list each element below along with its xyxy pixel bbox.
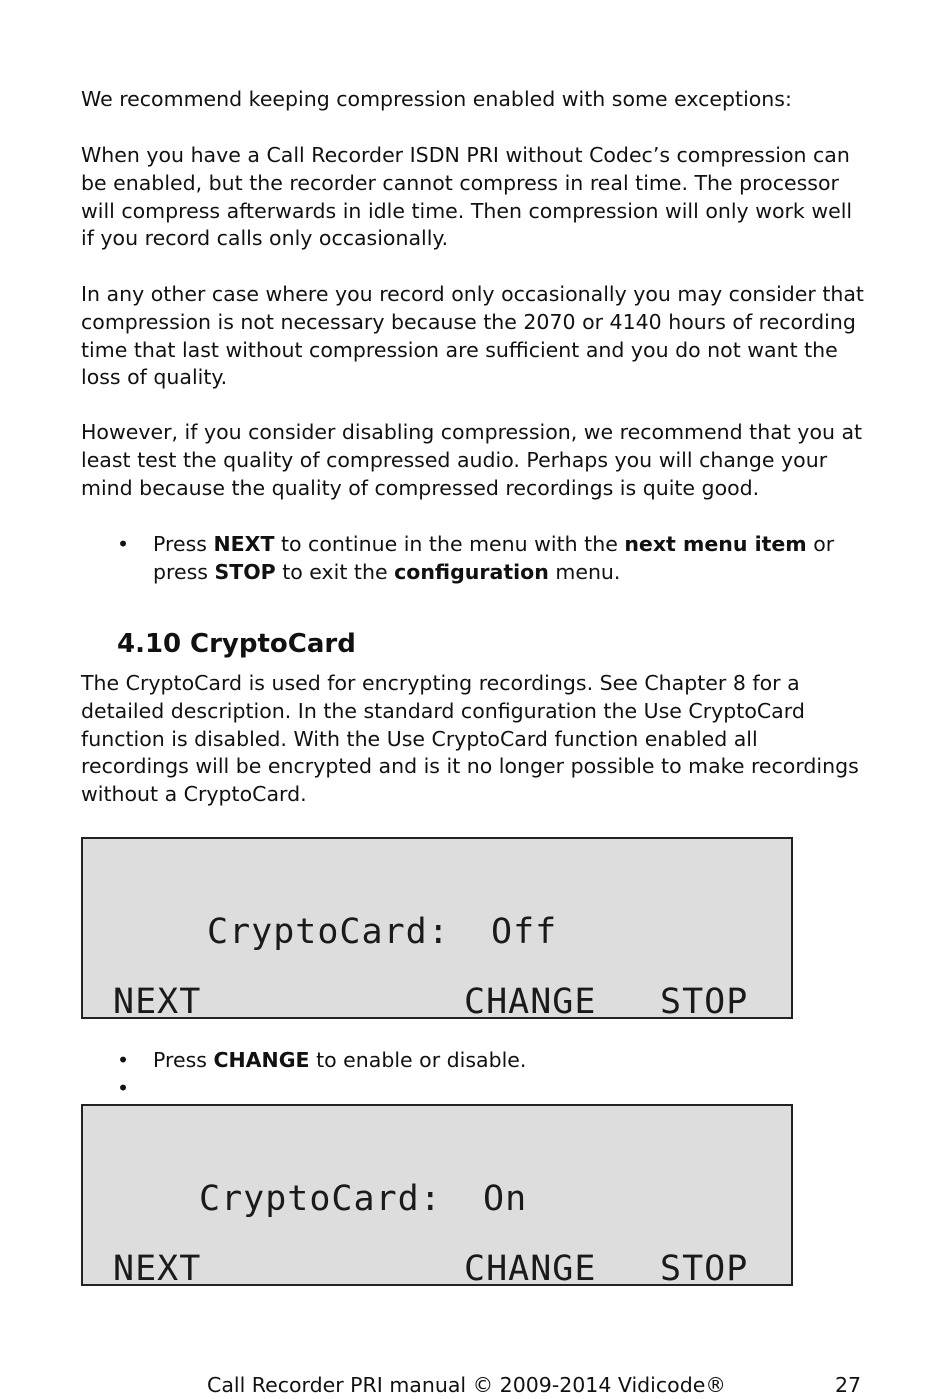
text-run: to exit the	[275, 559, 395, 584]
occasional-paragraph: In any other case where you record only occasionally you may consider that compression is not necessary because the 2070 or 4140 hours of recording time that last without compression are sufficient and you do not want the loss of quality.	[81, 282, 864, 390]
text-run: Press	[153, 532, 214, 556]
list-item	[81, 1047, 871, 1075]
lcd-change-softkey: CHANGE	[464, 982, 597, 1022]
stop-keyword: STOP	[214, 559, 276, 584]
lcd-label: CryptoCard:	[199, 1179, 442, 1219]
lcd-stop-softkey: STOP	[660, 1249, 749, 1289]
text-run: or press	[153, 532, 835, 584]
text-run: Press	[153, 1048, 214, 1072]
next-menu-item-keyword: next menu item	[624, 532, 807, 556]
intro-paragraph: We recommend keeping compression enabled with some exceptions:	[81, 87, 792, 111]
lcd-stop-softkey: STOP	[660, 982, 749, 1022]
footer-copyright: Call Recorder PRI manual © 2009-2014 Vidicode®	[207, 1373, 726, 1397]
lcd-display-off	[81, 837, 793, 1022]
isdn-paragraph: When you have a Call Recorder ISDN PRI without Codec’s compression can be enabled, but the recorder cannot compress in real time. The processor will compress afterwards in idle time. Then compression will only work well if you record calls only occasionally.	[81, 143, 853, 251]
section-title: CryptoCard	[190, 629, 356, 659]
list-item	[81, 531, 871, 587]
next-keyword: NEXT	[213, 532, 275, 556]
lcd-label: CryptoCard:	[207, 912, 450, 952]
change-instruction-list	[81, 1047, 871, 1103]
lcd-change-softkey: CHANGE	[464, 1249, 597, 1289]
lcd-display-on	[81, 1104, 793, 1289]
lcd-value: Off	[491, 912, 558, 952]
text-run: menu.	[548, 559, 621, 584]
lcd-value: On	[483, 1179, 528, 1219]
change-keyword: CHANGE	[213, 1048, 310, 1072]
instruction-list	[81, 531, 871, 587]
configuration-keyword: configuration	[394, 559, 549, 584]
empty-list-item	[81, 1075, 871, 1103]
lcd-next-softkey: NEXT	[113, 982, 202, 1022]
section-heading	[117, 627, 356, 661]
text-run: to continue in the menu with the	[274, 532, 625, 556]
cryptocard-paragraph: The CryptoCard is used for encrypting recordings. See Chapter 8 for a detailed description. In the standard configuration the Use CryptoCard function is disabled. With the Use CryptoCard function enabled all recordings will be encrypted and is it no longer possible to make recordings without a CryptoCard.	[81, 671, 859, 807]
text-run: to enable or disable.	[309, 1048, 527, 1072]
lcd-next-softkey: NEXT	[113, 1249, 202, 1289]
section-number: 4.10	[117, 629, 182, 659]
page-number: 27	[835, 1373, 862, 1397]
disabling-paragraph: However, if you consider disabling compression, we recommend that you at least test the quality of compressed audio. Perhaps you will change your mind because the quality of compressed recordings is quite good.	[81, 420, 863, 500]
